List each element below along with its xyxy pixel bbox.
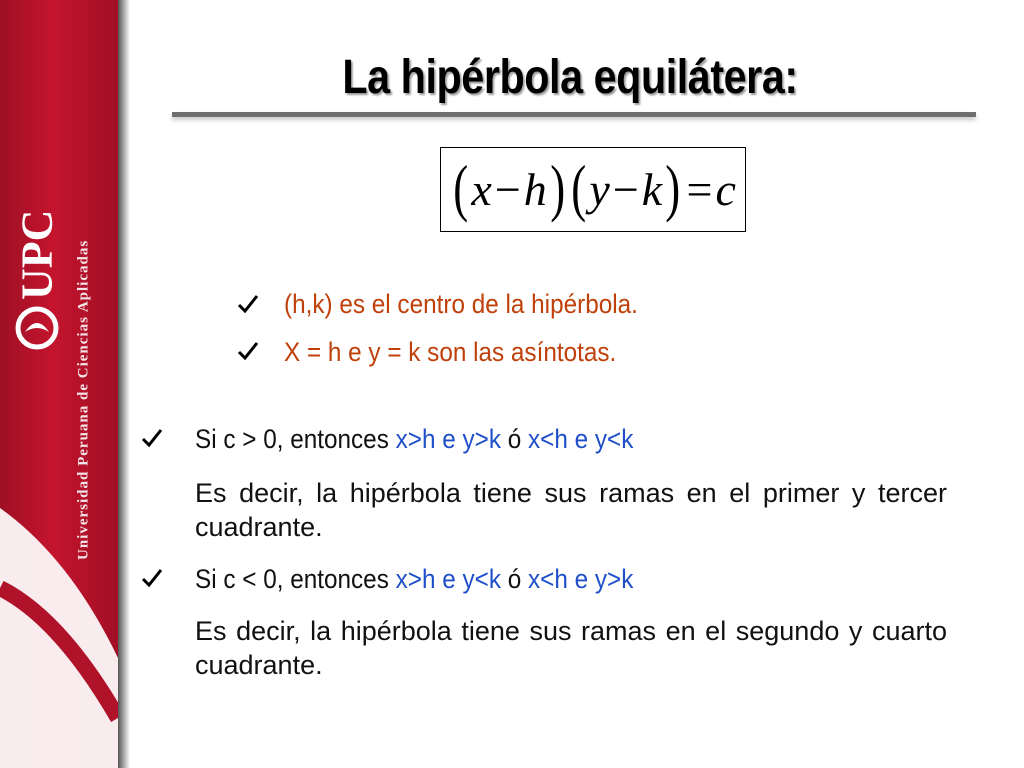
case-positive-explanation: Es decir, la hipérbola tiene sus ramas en el primer y tercer cuadrante. (195, 478, 947, 542)
case-lead: Si c < 0, entonces (195, 564, 396, 594)
formula-k: k (641, 164, 663, 215)
formula-box (440, 147, 746, 232)
checkmark-icon (236, 292, 260, 316)
or-word: ó (500, 564, 528, 594)
university-name: Universidad Peruana de Ciencias Aplicadas (75, 239, 92, 560)
condition-a: x>h e y<k (395, 564, 501, 594)
slide-title: La hipérbola equilátera: (342, 51, 798, 104)
checkmark-icon (140, 566, 164, 590)
case-lead: Si c > 0, entonces (195, 424, 396, 454)
formula-paren: ( (571, 151, 587, 223)
checkmark-icon (236, 339, 260, 363)
or-word: ó (500, 424, 528, 454)
formula-x: x (471, 164, 492, 215)
formula-c: c (715, 164, 736, 215)
formula-paren: ( (453, 151, 469, 223)
formula-y: y (589, 164, 610, 215)
case-positive-condition (195, 422, 633, 456)
formula-h: h (523, 164, 547, 215)
formula-equals: = (686, 164, 713, 215)
upc-logo (14, 180, 60, 360)
case-negative-condition (195, 562, 633, 596)
sidebar-shadow (118, 0, 130, 768)
formula-minus: − (494, 164, 521, 215)
sub-bullet-center: (h,k) es el centro de la hipérbola. (284, 289, 638, 319)
sidebar-swoosh-graphic (0, 468, 118, 768)
formula-paren: ) (665, 151, 681, 223)
formula-minus: − (612, 164, 639, 215)
condition-a: x>h e y>k (395, 424, 501, 454)
condition-b: x<h e y>k (528, 564, 634, 594)
brand-sidebar (0, 0, 118, 768)
logo-swirl-icon (15, 302, 59, 354)
condition-b: x<h e y<k (528, 424, 634, 454)
sub-bullet-asymptotes: X = h e y = k son las asíntotas. (284, 337, 617, 367)
title-underline (172, 112, 976, 117)
formula-paren: ) (549, 151, 565, 223)
logo-text: UPC (12, 209, 62, 300)
checkmark-icon (140, 426, 164, 450)
case-negative-explanation: Es decir, la hipérbola tiene sus ramas en el segundo y cuarto cuadrante. (195, 616, 947, 680)
